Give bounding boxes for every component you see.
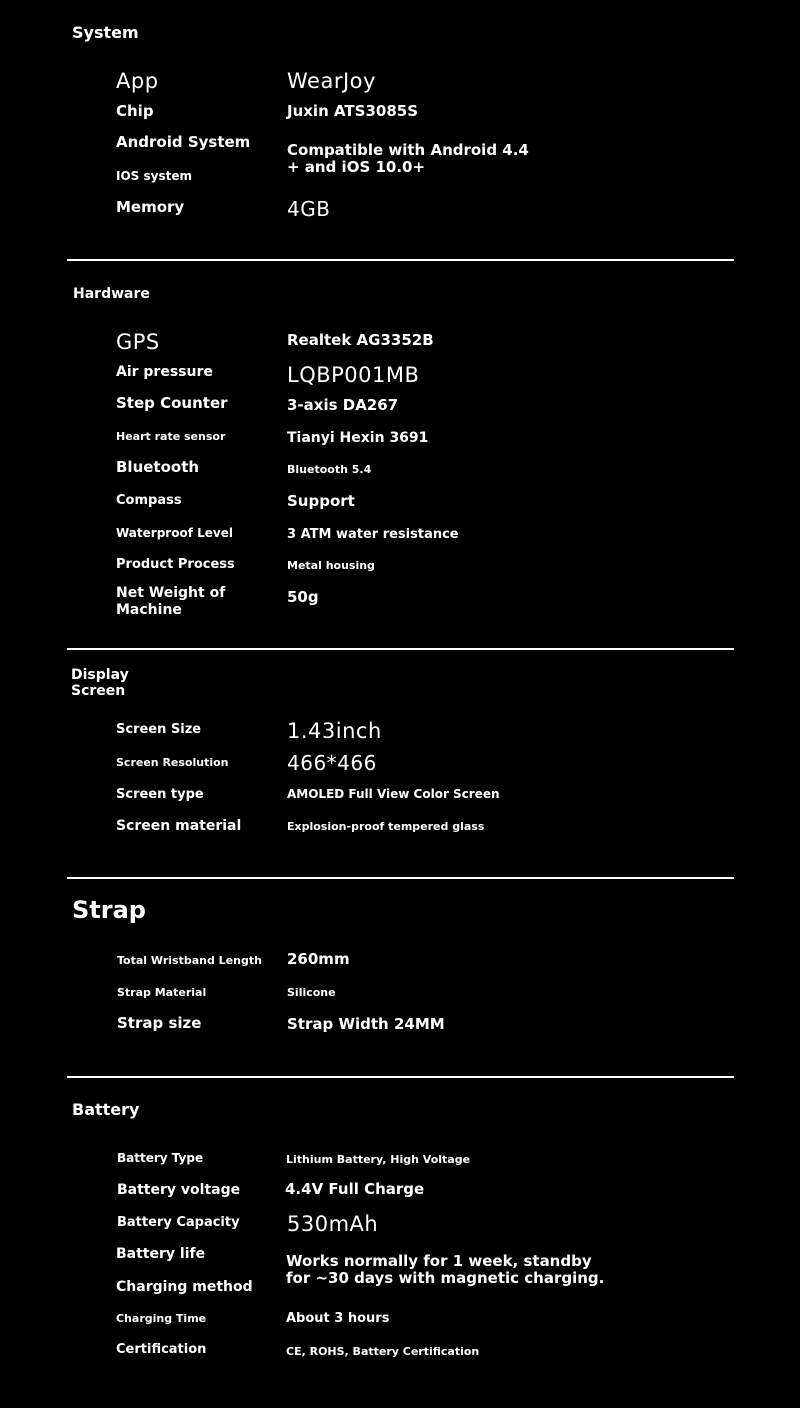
spec-label-product-process: Product Process bbox=[116, 557, 235, 572]
spec-label-compass: Compass bbox=[116, 493, 182, 508]
spec-value-charging-time: About 3 hours bbox=[286, 1311, 390, 1326]
spec-value-certification: CE, ROHS, Battery Certification bbox=[286, 1345, 480, 1358]
spec-value-step-counter: 3-axis DA267 bbox=[287, 396, 399, 414]
spec-value-compass: Support bbox=[287, 492, 355, 510]
spec-value-strap-material: Silicone bbox=[287, 986, 336, 999]
spec-value-compatibility-line1: Compatible with Android 4.4 bbox=[287, 141, 529, 159]
spec-value-screen-type: AMOLED Full View Color Screen bbox=[287, 787, 500, 801]
spec-value-battery-type: Lithium Battery, High Voltage bbox=[286, 1153, 471, 1166]
spec-label-strap-size: Strap size bbox=[117, 1014, 202, 1032]
spec-value-battery-life-line2: for ~30 days with magnetic charging. bbox=[286, 1269, 605, 1287]
spec-value-gps: Realtek AG3352B bbox=[287, 331, 434, 349]
section-title-strap: Strap bbox=[72, 896, 146, 924]
spec-label-net-weight-line1: Net Weight of bbox=[116, 585, 226, 601]
spec-label-battery-type: Battery Type bbox=[117, 1151, 204, 1165]
section-title-battery: Battery bbox=[72, 1100, 140, 1119]
spec-value-total-wristband-length: 260mm bbox=[287, 950, 350, 968]
spec-value-compatibility-line2: + and iOS 10.0+ bbox=[287, 158, 426, 176]
spec-label-screen-type: Screen type bbox=[116, 787, 204, 802]
spec-label-waterproof-level: Waterproof Level bbox=[116, 526, 233, 540]
section-title-display-line2: Screen bbox=[71, 683, 126, 699]
spec-value-net-weight: 50g bbox=[287, 588, 319, 606]
spec-value-battery-capacity: 530mAh bbox=[287, 1212, 379, 1236]
spec-label-battery-life: Battery life bbox=[116, 1246, 206, 1262]
spec-value-battery-voltage: 4.4V Full Charge bbox=[285, 1180, 425, 1198]
spec-value-air-pressure: LQBP001MB bbox=[287, 363, 420, 387]
spec-label-battery-voltage: Battery voltage bbox=[117, 1182, 241, 1198]
spec-value-screen-size: 1.43inch bbox=[287, 719, 382, 743]
spec-label-charging-time: Charging Time bbox=[116, 1312, 207, 1325]
section-divider bbox=[67, 877, 734, 879]
section-title-display-line1: Display bbox=[71, 667, 129, 683]
spec-value-chip: Juxin ATS3085S bbox=[287, 102, 419, 120]
spec-label-screen-resolution: Screen Resolution bbox=[116, 756, 229, 769]
spec-label-net-weight-line2: Machine bbox=[116, 602, 182, 618]
spec-value-strap-size: Strap Width 24MM bbox=[287, 1015, 445, 1033]
spec-label-chip: Chip bbox=[116, 102, 154, 120]
spec-label-screen-material: Screen material bbox=[116, 818, 242, 834]
spec-label-app: App bbox=[116, 69, 159, 93]
spec-label-step-counter: Step Counter bbox=[116, 394, 228, 412]
spec-label-screen-size: Screen Size bbox=[116, 722, 202, 737]
spec-value-bluetooth: Bluetooth 5.4 bbox=[287, 463, 372, 476]
spec-label-heart-rate-sensor: Heart rate sensor bbox=[116, 430, 226, 443]
spec-label-gps: GPS bbox=[116, 330, 160, 354]
spec-value-memory: 4GB bbox=[287, 197, 331, 221]
spec-value-battery-life-line1: Works normally for 1 week, standby bbox=[286, 1252, 592, 1270]
spec-label-air-pressure: Air pressure bbox=[116, 364, 213, 380]
section-title-hardware: Hardware bbox=[73, 286, 150, 302]
spec-value-screen-material: Explosion-proof tempered glass bbox=[287, 820, 485, 833]
spec-value-app: WearJoy bbox=[287, 69, 376, 93]
spec-label-total-wristband-length: Total Wristband Length bbox=[117, 954, 262, 967]
spec-value-screen-resolution: 466*466 bbox=[287, 751, 377, 775]
section-divider bbox=[67, 648, 734, 650]
spec-value-product-process: Metal housing bbox=[287, 559, 375, 572]
section-title-system: System bbox=[72, 23, 139, 42]
spec-value-waterproof-level: 3 ATM water resistance bbox=[287, 527, 459, 542]
spec-value-heart-rate-sensor: Tianyi Hexin 3691 bbox=[287, 430, 429, 446]
spec-label-memory: Memory bbox=[116, 198, 185, 216]
spec-label-android-system: Android System bbox=[116, 133, 251, 151]
spec-label-certification: Certification bbox=[116, 1342, 207, 1357]
section-divider bbox=[67, 1076, 734, 1078]
spec-label-bluetooth: Bluetooth bbox=[116, 458, 200, 476]
spec-label-strap-material: Strap Material bbox=[117, 986, 207, 999]
spec-label-battery-capacity: Battery Capacity bbox=[117, 1215, 240, 1230]
section-divider bbox=[67, 259, 734, 261]
spec-label-charging-method: Charging method bbox=[116, 1279, 253, 1295]
spec-label-ios-system: IOS system bbox=[116, 169, 192, 183]
